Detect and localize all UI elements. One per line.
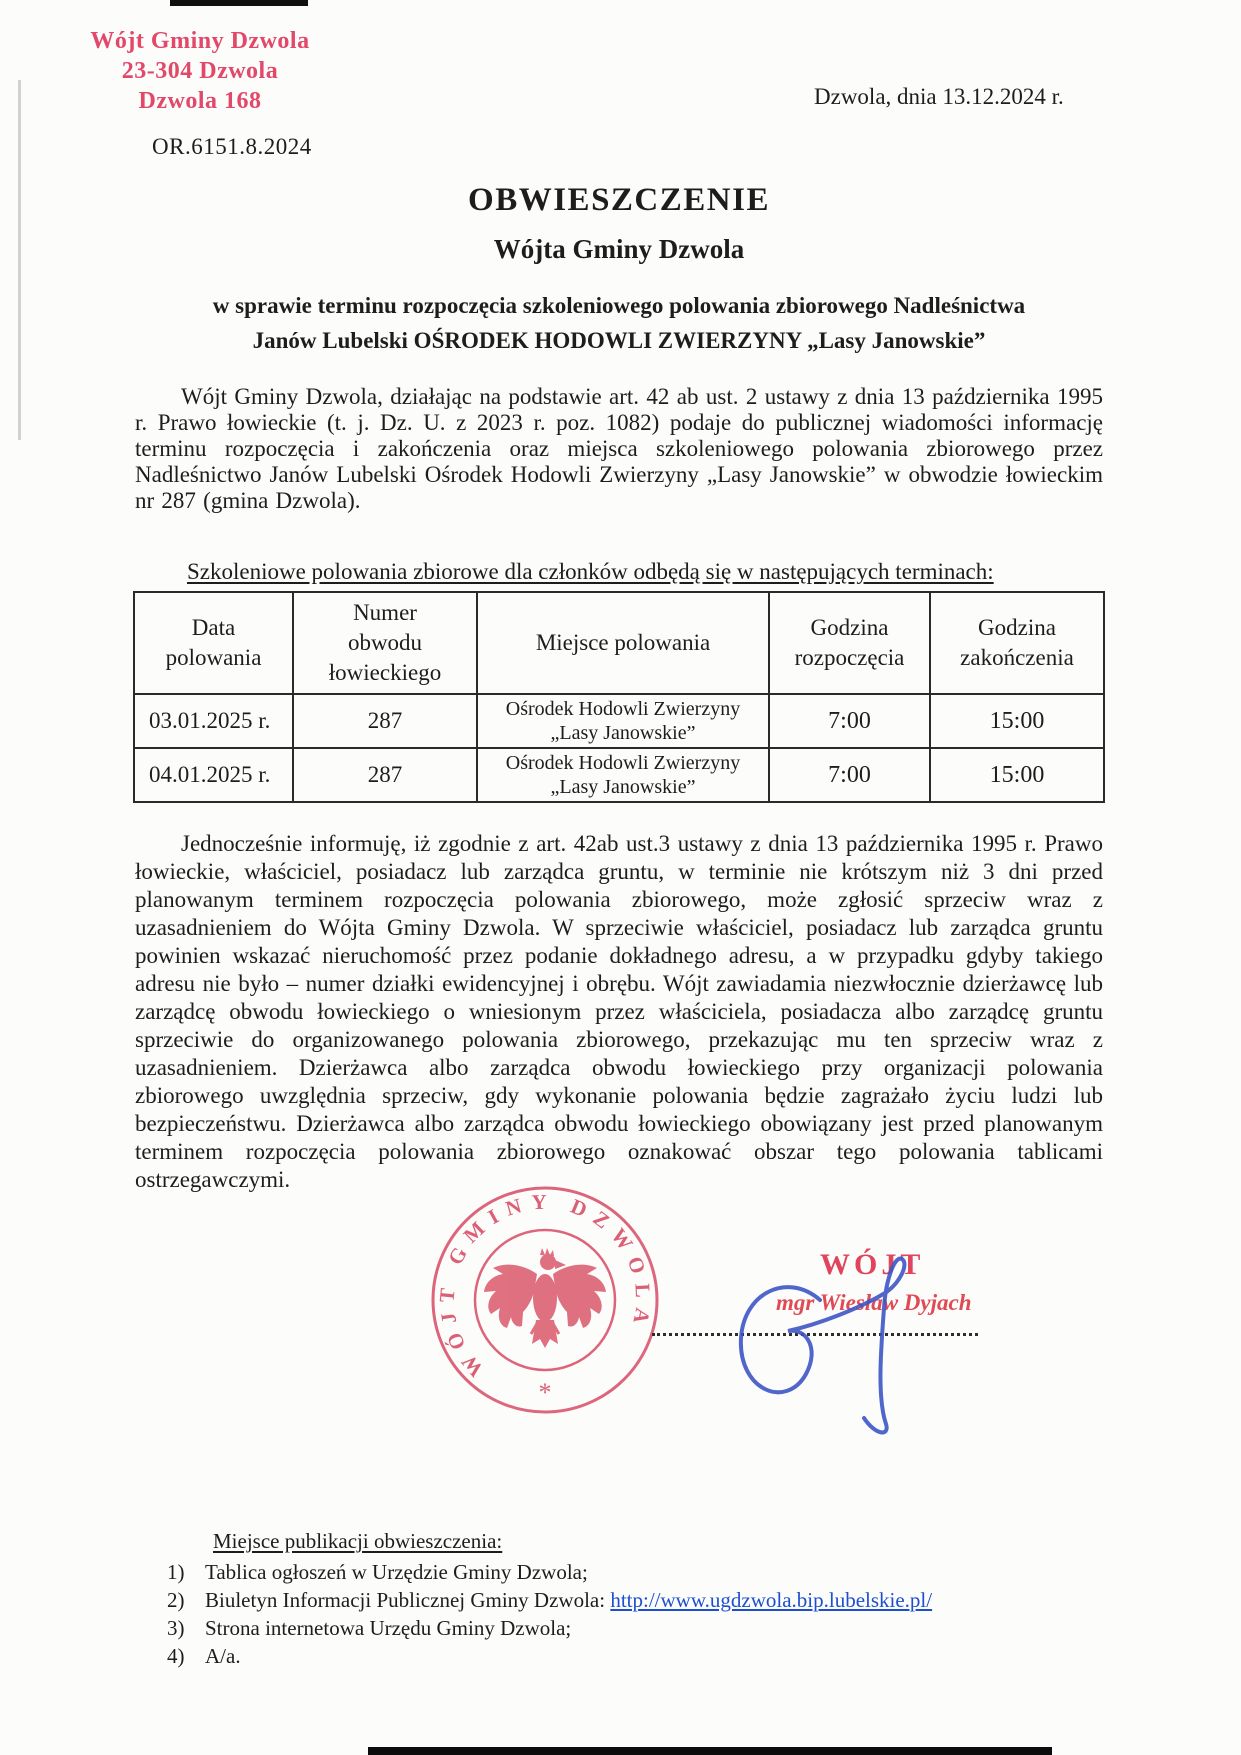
cell-start-time: 7:00 xyxy=(769,694,930,748)
scan-artifact-bottom xyxy=(368,1747,1052,1755)
cell-hunt-place: Ośrodek Hodowli Zwierzyny „Lasy Janowskie” xyxy=(477,748,769,802)
subject-block xyxy=(135,288,1103,358)
sender-address-stamp xyxy=(88,26,312,116)
cell-district-number: 287 xyxy=(293,748,477,802)
reference-number: OR.6151.8.2024 xyxy=(152,134,312,159)
paragraph-legal-basis: Wójt Gminy Dzwola, działając na podstawie art. 42 ab ust. 2 ustawy z dnia 13 października 1995 r. Prawo łowieckie (t. j. Dz. U. z 2023 r. poz. 1082) podaje do publicznej wiadomości informację terminu rozpoczęcia i zakończenia oraz miejsca szkoleniowego polowania zbiorowego przez Nadleśnictwo Janów Lubelski Ośrodek Hodowli Zwierzyny „Lasy Janowskie” w obwodzie łowieckim nr 287 (gmina Dzwola). xyxy=(135,384,1103,513)
pen-signature xyxy=(700,1238,960,1448)
publication-list xyxy=(167,1558,932,1670)
signatory-name-stamp: mgr Wiesław Dyjach xyxy=(776,1290,972,1315)
cell-end-time: 15:00 xyxy=(930,748,1104,802)
table-row xyxy=(134,748,1104,802)
col-header-start: Godzina rozpoczęcia xyxy=(769,592,930,694)
publication-item xyxy=(167,1586,932,1614)
eagle-emblem xyxy=(484,1248,606,1348)
item-text: Biuletyn Informacji Publicznej Gminy Dzwola: xyxy=(205,1588,611,1612)
document-subtitle: Wójta Gminy Dzwola xyxy=(493,234,745,264)
sender-stamp-line: Wójt Gminy Dzwola xyxy=(90,28,310,54)
subject-line-2: Janów Lubelski OŚRODEK HODOWLI ZWIERZYNY „Lasy Janowskie” xyxy=(252,328,986,353)
table-row xyxy=(134,694,1104,748)
item-number: 4) xyxy=(167,1644,185,1668)
publication-heading: Miejsce publikacji obwieszczenia: xyxy=(213,1529,503,1553)
item-text: Strona internetowa Urzędu Gminy Dzwola; xyxy=(205,1616,572,1640)
sender-stamp-line: Dzwola 168 xyxy=(138,88,262,114)
stamp-circular-text: WÓJT GMINY DZWOLA xyxy=(434,1189,656,1382)
subject-line-1: w sprawie terminu rozpoczęcia szkoleniowego polowania zbiorowego Nadleśnictwa xyxy=(212,293,1026,318)
item-text: Tablica ogłoszeń w Urzędzie Gminy Dzwola; xyxy=(205,1560,588,1584)
stamp-star-separator: * xyxy=(538,1378,552,1407)
col-header-place: Miejsce polowania xyxy=(477,592,769,694)
scan-edge-line xyxy=(18,80,21,440)
round-official-stamp xyxy=(425,1180,665,1420)
publication-item xyxy=(167,1642,932,1670)
document-date: Dzwola, dnia 13.12.2024 r. xyxy=(814,84,1064,109)
col-header-end: Godzina zakończenia xyxy=(930,592,1104,694)
item-number: 3) xyxy=(167,1616,185,1640)
cell-start-time: 7:00 xyxy=(769,748,930,802)
col-header-district: Numer obwodu łowieckiego xyxy=(293,592,477,694)
cell-hunt-date: 04.01.2025 r. xyxy=(134,748,293,802)
paragraph-objection-rules: Jednocześnie informuję, iż zgodnie z art. 42ab ust.3 ustawy z dnia 13 października 1995 r. Prawo łowieckie, właściciel, posiadacz lub zarządca gruntu, w terminie nie krótszym niż 3 dni przed planowanym terminem rozpoczęcia polowania zbiorowego, może zgłosić sprzeciw wraz z uzasadnieniem do Wójta Gminy Dzwola. W sprzeciwie właściciel, posiadacz lub zarządca gruntu powinien wskazać nieruchomość przez podanie dokładnego adresu, a w przypadku gdyby takiego adresu nie było – numer działki ewidencyjnej i obrębu. Wójt zawiadamia niezwłocznie dzierżawcę lub zarządcę obwodu łowieckiego o wniesionym przez właściciela, posiadacza albo zarządcę gruntu sprzeciwie do organizowanego polowania zbiorowego, przekazując mu ten sprzeciw wraz z uzasadnieniem. Dzierżawca albo zarządca obwodu łowieckiego przy organizacji polowania zbiorowego uwzględnia sprzeciw, gdy wykonanie polowania będzie zagrażało życiu ludzi lub bezpieczeństwu. Dzierżawca albo zarządca obwodu łowieckiego obowiązany jest przed planowanym terminem rozpoczęcia polowania zbiorowego oznakować obszar tego polowania tablicami ostrzegawczymi. xyxy=(135,831,1103,1192)
scan-artifact-top xyxy=(170,0,308,6)
cell-hunt-date: 03.01.2025 r. xyxy=(134,694,293,748)
item-text: A/a. xyxy=(205,1644,241,1668)
table-caption: Szkoleniowe polowania zbiorowe dla członków odbędą się w następujących terminach: xyxy=(187,559,994,584)
wojt-title-stamp: WÓJT xyxy=(820,1248,925,1281)
cell-hunt-place: Ośrodek Hodowli Zwierzyny „Lasy Janowskie” xyxy=(477,694,769,748)
hunting-schedule-table xyxy=(133,591,1105,803)
publication-item xyxy=(167,1558,932,1586)
col-header-date: Data polowania xyxy=(134,592,293,694)
document-title: OBWIESZCZENIE xyxy=(468,182,770,218)
table-header-row xyxy=(134,592,1104,694)
item-number: 2) xyxy=(167,1588,185,1612)
bip-link[interactable]: http://www.ugdzwola.bip.lubelskie.pl/ xyxy=(610,1588,933,1612)
cell-end-time: 15:00 xyxy=(930,694,1104,748)
item-number: 1) xyxy=(167,1560,185,1584)
cell-district-number: 287 xyxy=(293,694,477,748)
sender-stamp-line: 23-304 Dzwola xyxy=(121,58,279,84)
publication-item xyxy=(167,1614,932,1642)
